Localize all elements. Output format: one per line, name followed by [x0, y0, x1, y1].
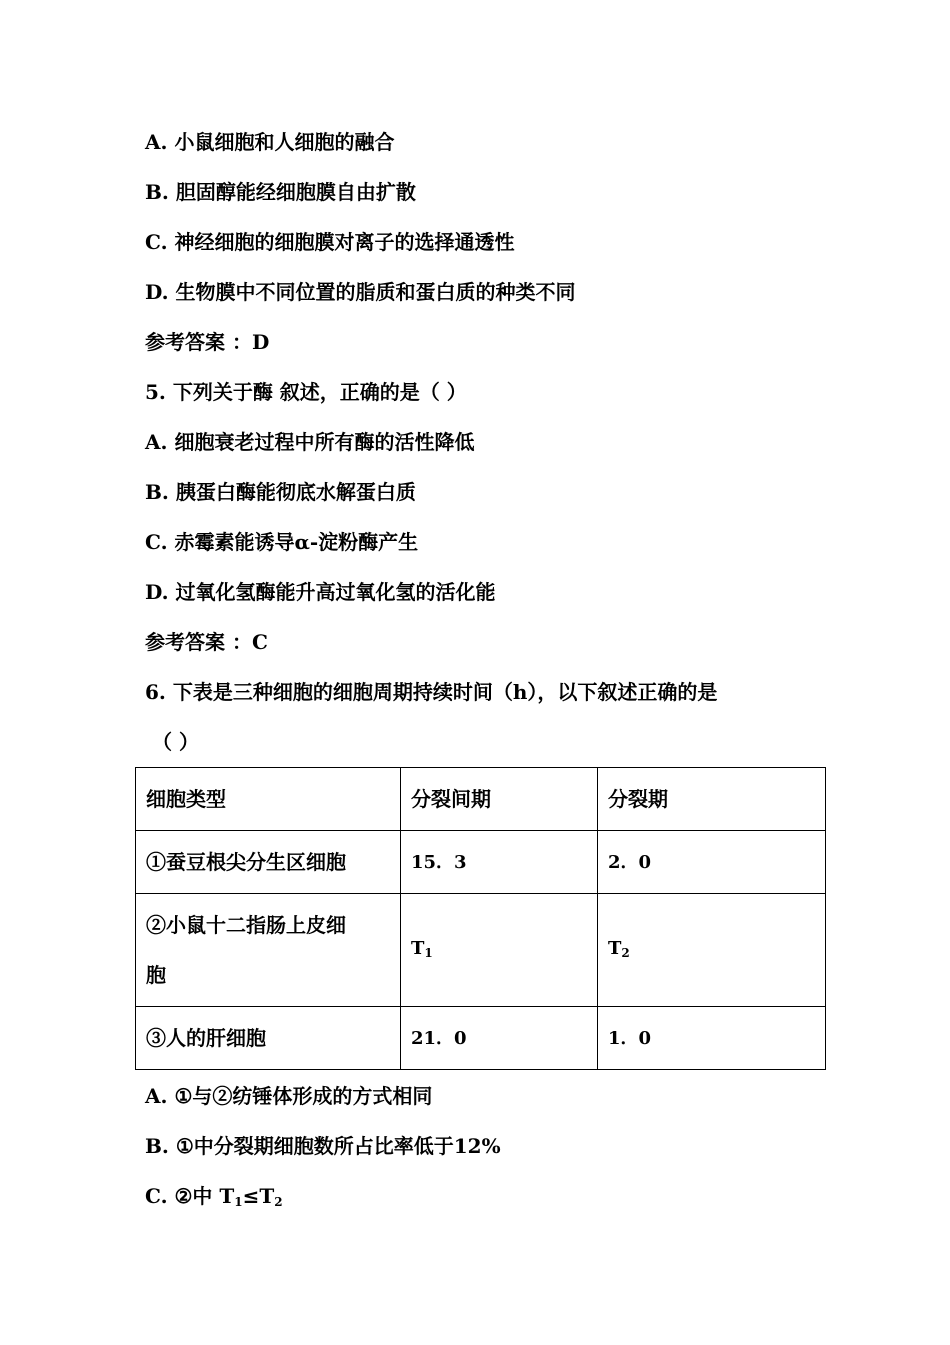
q5-option-b: B. 胰蛋白酶能彻底水解蛋白质 [145, 480, 416, 504]
q6-option-b: B. ①中分裂期细胞数所占比率低于12% [145, 1134, 501, 1158]
q4-option-b: B. 胆固醇能经细胞膜自由扩散 [145, 180, 416, 204]
q5-stem: 5. 下列关于酶 叙述，正确的是（ ） [145, 380, 467, 404]
q4-option-c: C. 神经细胞的细胞膜对离子的选择通透性 [145, 230, 515, 254]
q5-option-c: C. 赤霉素能诱导α-淀粉酶产生 [145, 530, 419, 554]
row3-mitosis: 1．0 [598, 1007, 826, 1070]
q6-stem: 6. 下表是三种细胞的细胞周期持续时间（h），以下叙述正确的是 [145, 680, 718, 704]
row3-interphase: 21．0 [401, 1007, 598, 1070]
q6-option-c: C. ②中 $T_1\le T_2$ [145, 1184, 283, 1209]
q4-option-a: A. 小鼠细胞和人细胞的融合 [145, 130, 395, 154]
q5-option-d: D. 过氧化氢酶能升高过氧化氢的活化能 [145, 580, 496, 604]
q6-option-a: A. ①与②纺锤体形成的方式相同 [145, 1084, 433, 1108]
row2-mitosis: $T_2$ [598, 894, 826, 1007]
header-mitosis: 分裂期 [598, 768, 826, 831]
cell-cycle-table [135, 767, 826, 1070]
table-header-row [136, 768, 826, 831]
q4-option-d: D. 生物膜中不同位置的脂质和蛋白质的种类不同 [145, 280, 576, 304]
q5-option-a: A. 细胞衰老过程中所有酶的活性降低 [145, 430, 475, 454]
header-cell-type: 细胞类型 [136, 768, 401, 831]
q5-answer: 参考答案 ：C [145, 630, 268, 654]
header-interphase: 分裂间期 [401, 768, 598, 831]
row1-mitosis: 2．0 [598, 831, 826, 894]
table-row [136, 1007, 826, 1070]
table-row [136, 831, 826, 894]
row2-cell-type: ②小鼠十二指肠上皮细 胞 [136, 894, 401, 1007]
table-row [136, 894, 826, 1007]
q4-answer: 参考答案 ：D [145, 330, 270, 354]
row3-cell-type: ③人的肝细胞 [136, 1007, 401, 1070]
row1-interphase: 15．3 [401, 831, 598, 894]
q6-stem-continuation: （ ） [152, 730, 199, 754]
row2-interphase: $T_1$ [401, 894, 598, 1007]
row1-cell-type: ①蚕豆根尖分生区细胞 [136, 831, 401, 894]
